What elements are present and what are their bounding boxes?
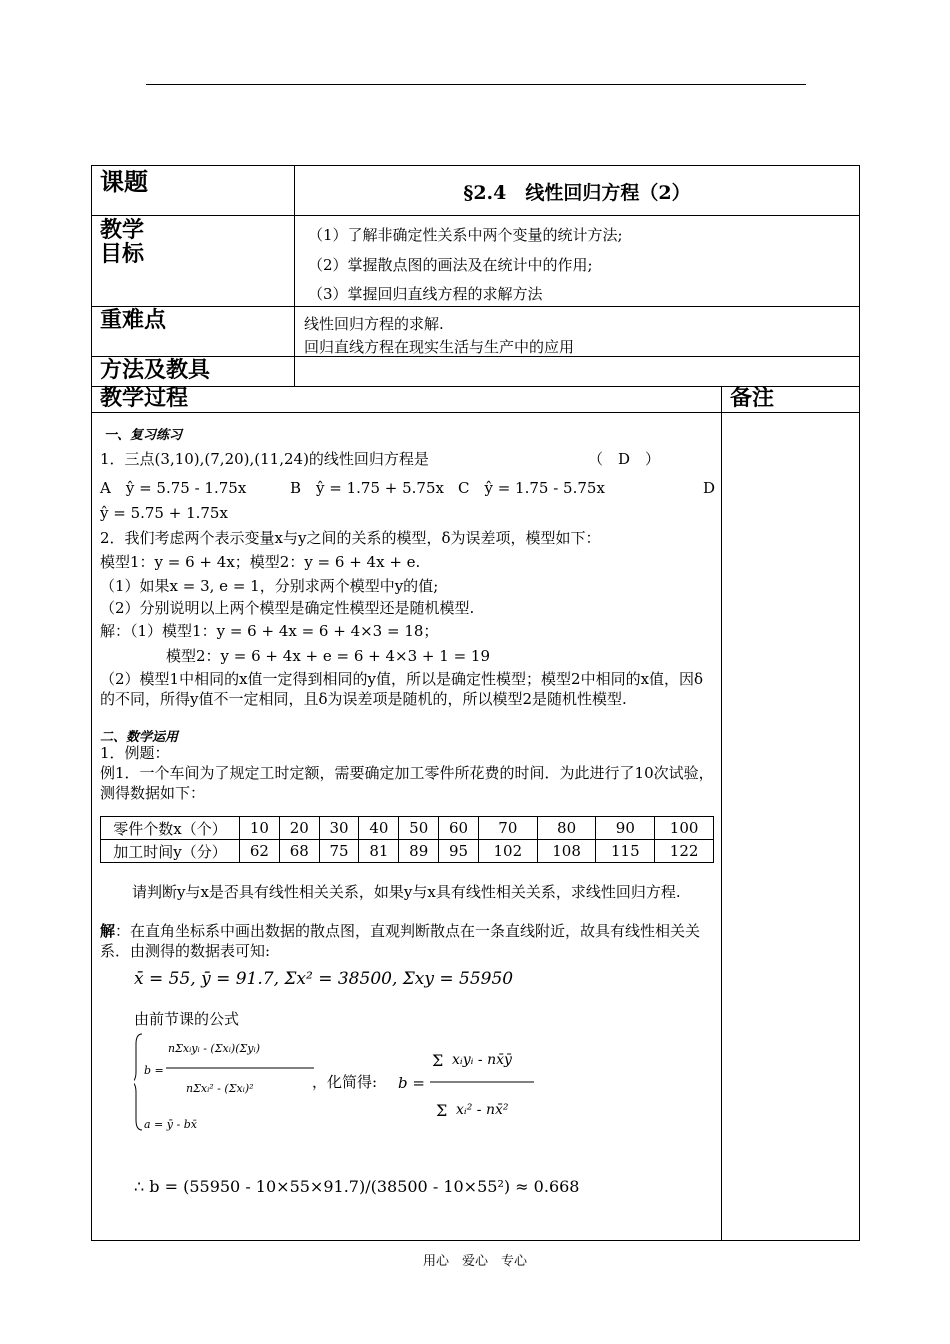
- statistics-summary: x̄ = 55, ȳ = 91.7, Σx² = 38500, Σxy = 55950: [134, 969, 514, 989]
- table-row: [101, 817, 714, 840]
- table-cell: 102: [478, 840, 537, 863]
- question-1: 1．三点(3,10),(7,20),(11,24)的线性回归方程是: [100, 450, 429, 468]
- table-cell: 81: [359, 840, 399, 863]
- final-result: ∴ b = (55950 - 10×55×91.7)/(38500 - 10×55²) ≈ 0.668: [134, 1177, 580, 1196]
- process-label: 教学过程: [100, 386, 189, 411]
- table-cell: 60: [439, 817, 479, 840]
- row-divider: [91, 412, 860, 413]
- solution-line-1: 解：（1）模型1：y = 6 + 4x = 6 + 4×3 = 18；: [100, 622, 439, 640]
- goal-item: （2）掌握散点图的画法及在统计中的作用;: [308, 256, 593, 274]
- table-cell: 100: [655, 817, 714, 840]
- table-cell: 95: [439, 840, 479, 863]
- option-d-label: D: [703, 479, 716, 497]
- svg-text:nΣxᵢyᵢ - (Σxᵢ)(Σyᵢ): nΣxᵢyᵢ - (Σxᵢ)(Σyᵢ): [168, 1042, 260, 1055]
- table-cell: 89: [399, 840, 439, 863]
- goal-label: 教学 目标: [100, 218, 145, 267]
- example-question: 请判断y与x是否具有线性相关关系，如果y与x具有线性相关关系，求线性回归方程.: [132, 883, 681, 901]
- row-divider: [91, 306, 860, 307]
- question-2: 2．我们考虑两个表示变量x与y之间的关系的模型，δ为误差项，模型如下：: [100, 529, 601, 547]
- section-title: 二、数学运用: [100, 730, 179, 745]
- svg-text:Σ: Σ: [436, 1101, 448, 1120]
- table-cell: 75: [319, 840, 359, 863]
- example-heading: 1．例题：: [100, 744, 170, 762]
- sub-question-2: （2）分别说明以上两个模型是确定性模型还是随机模型.: [100, 599, 475, 617]
- question-1-answer: （ D ）: [588, 450, 661, 468]
- svg-text:xᵢyᵢ - nx̄ȳ: xᵢyᵢ - nx̄ȳ: [452, 1052, 512, 1068]
- table-cell: 10: [240, 817, 280, 840]
- method-label: 方法及教具: [100, 358, 211, 383]
- data-table: [100, 816, 714, 863]
- table-cell: 30: [319, 817, 359, 840]
- models: 模型1：y = 6 + 4x；模型2：y = 6 + 4x + e.: [100, 553, 421, 571]
- table-cell: 115: [596, 840, 655, 863]
- table-cell: 40: [359, 817, 399, 840]
- solution-text: [100, 921, 714, 961]
- table-cell: 20: [279, 817, 319, 840]
- solution-line-2: 模型2：y = 6 + 4x + e = 6 + 4×3 + 1 = 19: [166, 647, 491, 665]
- page-footer: 用心 爱心 专心: [422, 1254, 527, 1269]
- option-d: ŷ = 5.75 + 1.75x: [100, 504, 228, 522]
- solution-line-3: （2）模型1中相同的x值一定得到相同的y值，所以是确定性模型；模型2中相同的x值，因δ的不同，所得y值不一定相同，且δ为误差项是随机的，所以模型2是随机性模型.: [100, 670, 704, 708]
- example-1: 例1．一个车间为了规定工时定额，需要确定加工零件所花费的时间．为此进行了10次试验，测得数据如下：: [100, 764, 714, 802]
- notes-divider: [721, 386, 722, 1241]
- svg-text:b =: b =: [398, 1074, 425, 1092]
- svg-text:xᵢ² - nx̄²: xᵢ² - nx̄²: [456, 1102, 509, 1118]
- option-b: B ŷ = 1.75 + 5.75x: [290, 479, 444, 497]
- simplified-formula: [396, 1040, 546, 1136]
- goal-item: （3）掌握回归直线方程的求解方法: [308, 285, 543, 303]
- table-cell: 80: [537, 817, 596, 840]
- table-row-label: 加工时间y（分）: [101, 840, 240, 863]
- svg-text:b =: b =: [144, 1064, 164, 1077]
- page-title: §2.4 线性回归方程（2）: [463, 182, 691, 204]
- sub-question-1: （1）如果x = 3, e = 1，分别求两个模型中y的值;: [100, 577, 439, 595]
- table-cell: 70: [478, 817, 537, 840]
- formula-intro: 由前节课的公式: [134, 1010, 240, 1028]
- table-cell: 108: [537, 840, 596, 863]
- simplify-label: ，化简得:: [312, 1073, 378, 1091]
- table-cell: 62: [240, 840, 280, 863]
- svg-text:nΣxᵢ² - (Σxᵢ)²: nΣxᵢ² - (Σxᵢ)²: [186, 1082, 254, 1095]
- table-row-label: 零件个数x（个）: [101, 817, 240, 840]
- table-cell: 68: [279, 840, 319, 863]
- header-rule: [146, 84, 806, 85]
- table-cell: 90: [596, 817, 655, 840]
- option-c: C ŷ = 1.75 - 5.75x: [458, 479, 605, 497]
- key-point: 回归直线方程在现实生活与生产中的应用: [304, 338, 575, 356]
- ketti-label: 课题: [100, 168, 148, 196]
- svg-text:a = ȳ - bx̄: a = ȳ - bx̄: [144, 1118, 197, 1131]
- option-a: A ŷ = 5.75 - 1.75x: [100, 479, 247, 497]
- notes-label: 备注: [730, 386, 775, 411]
- solution-label: 解: [100, 922, 116, 940]
- table-cell: 122: [655, 840, 714, 863]
- row-divider: [91, 215, 860, 216]
- svg-text:Σ: Σ: [432, 1051, 444, 1070]
- regression-formula-system: [134, 1030, 334, 1134]
- key-label: 重难点: [100, 308, 167, 333]
- solution-body: ：在直角坐标系中画出数据的散点图，直观判断散点在一条直线附近，故具有线性相关关系．由测得的数据表可知:: [100, 922, 701, 960]
- goal-item: （1）了解非确定性关系中两个变量的统计方法;: [308, 226, 623, 244]
- key-point: 线性回归方程的求解.: [304, 315, 444, 333]
- table-cell: 50: [399, 817, 439, 840]
- section-title: 一、复习练习: [104, 428, 183, 443]
- table-row: [101, 840, 714, 863]
